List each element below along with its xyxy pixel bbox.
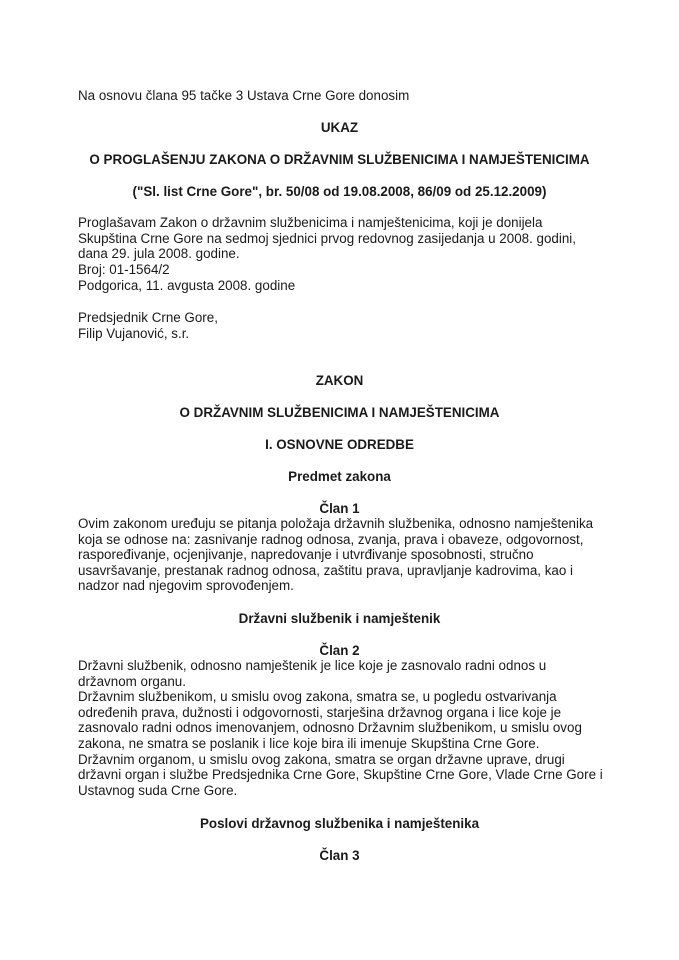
text-line: koja se odnose na: zasnivanje radnog odnosa, zvanja, prava i obaveze, odgovornost, bbox=[78, 531, 584, 547]
chapter-heading: I. OSNOVNE ODREDBE bbox=[265, 437, 414, 452]
intro-text: Na osnovu člana 95 tačke 3 Ustava Crne Gore donosim bbox=[78, 88, 410, 103]
gazette-reference: ("Sl. list Crne Gore", br. 50/08 od 19.08.2008, 86/09 od 25.12.2009) bbox=[132, 184, 547, 199]
ukaz-subtitle: O PROGLAŠENJU ZAKONA O DRŽAVNIM SLUŽBENICIMA I NAMJEŠTENICIMA bbox=[89, 152, 590, 167]
law-subtitle: O DRŽAVNIM SLUŽBENICIMA I NAMJEŠTENICIMA bbox=[179, 405, 500, 420]
text-line: Državnim organom, u smislu ovog zakona, smatra se organ državne uprave, drugi bbox=[78, 751, 565, 767]
text-line: dana 29. jula 2008. godine. bbox=[78, 246, 240, 262]
text-line: Ustavnog suda Crne Gore. bbox=[78, 782, 238, 798]
text-line: raspoređivanje, ocjenjivanje, napredovanje i utvrđivanje sposobnosti, stručno bbox=[78, 547, 534, 563]
signatory-title: Predsjednik Crne Gore, bbox=[78, 310, 218, 325]
article-heading: Član 2 bbox=[319, 643, 360, 658]
text-line: usavršavanje, prestanak radnog odnosa, zaštitu prava, upravljanje kadrovima, kao i bbox=[78, 562, 573, 578]
law-title: ZAKON bbox=[315, 373, 364, 388]
text-line: državni organ i službe Predsjednika Crne Gore, Skupštine Crne Gore, Vlade Crne Gore i bbox=[78, 767, 603, 783]
text-line: Skupština Crne Gore na sedmoj sjednici prvog redovnog zasijedanja u 2008. godini, bbox=[78, 230, 576, 246]
article-2-text bbox=[78, 658, 618, 798]
text-line: državnom organu. bbox=[78, 673, 186, 689]
section-heading: Predmet zakona bbox=[288, 469, 391, 484]
text-line: određenih prava, dužnosti i odgovornosti, starješina državnog organa i lice koje je bbox=[78, 704, 562, 720]
section-heading: Poslovi državnog službenika i namještenika bbox=[199, 816, 480, 831]
text-line: Ovim zakonom uređuju se pitanja položaja državnih službenika, odnosno namještenika bbox=[78, 516, 594, 531]
place-date: Podgorica, 11. avgusta 2008. godine bbox=[78, 278, 296, 293]
ukaz-title: UKAZ bbox=[320, 120, 359, 135]
text-line: Proglašavam Zakon o državnim službenicima i namještenicima, koji je donijela bbox=[78, 215, 543, 230]
signatory-name: Filip Vujanović, s.r. bbox=[78, 326, 190, 341]
document-number: Broj: 01-1564/2 bbox=[78, 262, 170, 277]
text-line: nadzor nad njegovim sprovođenjem. bbox=[78, 578, 294, 594]
text-line: zasnovalo radni odnos imenovanjem, odnosno Državnim službenikom, u smislu ovog bbox=[78, 720, 582, 736]
article-heading: Član 1 bbox=[319, 501, 360, 516]
proclamation-paragraph bbox=[78, 215, 618, 262]
article-1-text bbox=[78, 516, 618, 594]
text-line: Državnim službenikom, u smislu ovog zakona, smatra se, u pogledu ostvarivanja bbox=[78, 689, 557, 705]
section-heading: Državni službenik i namještenik bbox=[238, 611, 441, 626]
text-line: zakona, ne smatra se poslanik i lice koje bira ili imenuje Skupština Crne Gore. bbox=[78, 735, 540, 751]
text-line: Državni službenik, odnosno namještenik je lice koje je zasnovalo radni odnos u bbox=[78, 658, 547, 673]
article-heading: Član 3 bbox=[319, 848, 360, 863]
